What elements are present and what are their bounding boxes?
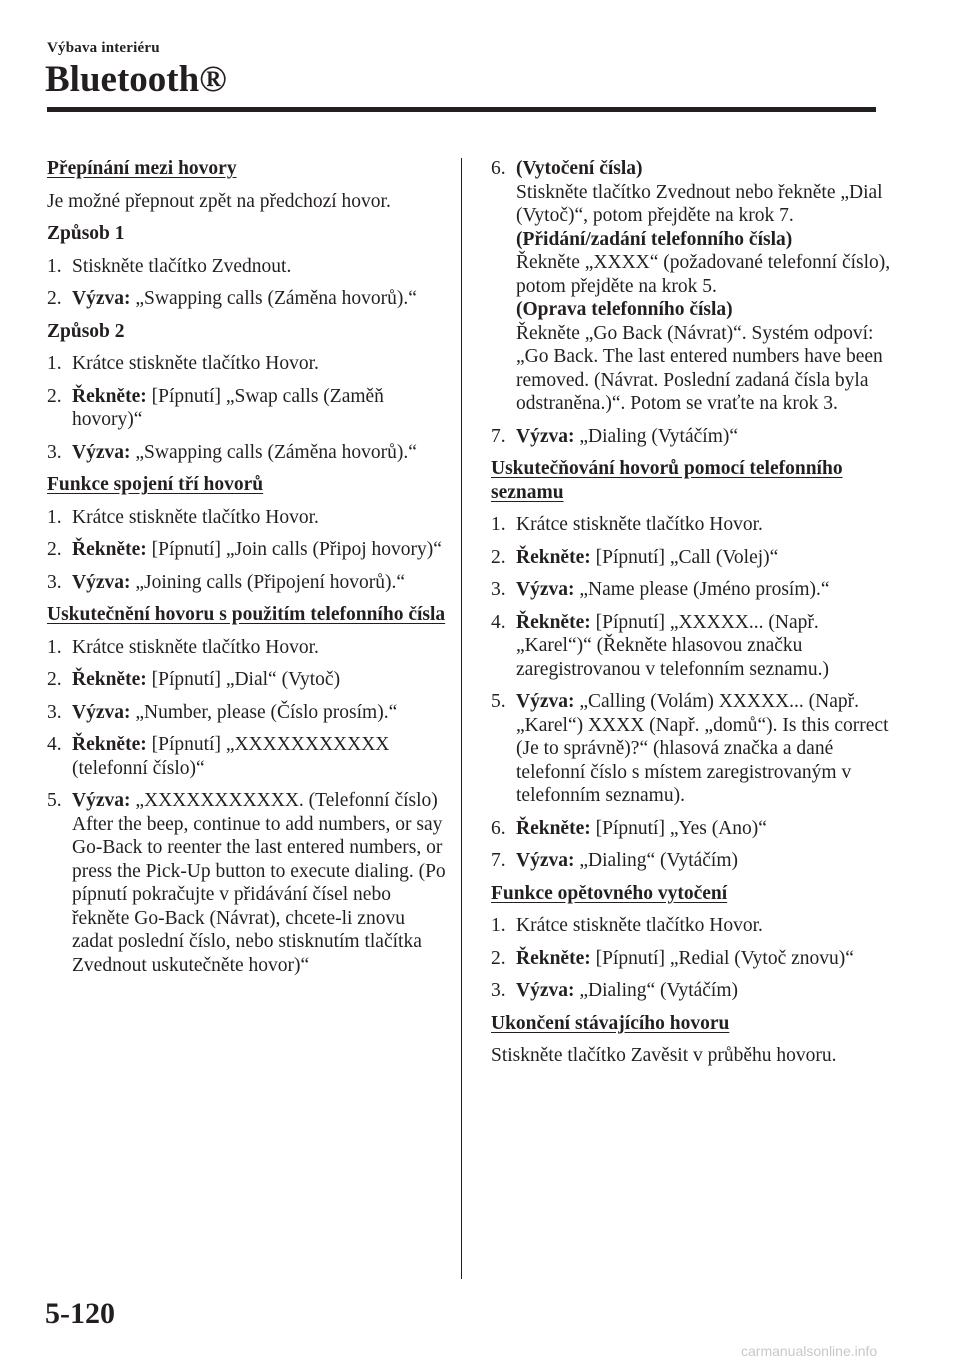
step-keyword: Výzva: bbox=[516, 691, 575, 712]
step-text bbox=[516, 578, 891, 602]
step-text bbox=[72, 385, 447, 432]
step bbox=[47, 506, 447, 530]
section-heading-phonebook: Uskutečňování hovorů pomocí telefonního seznamu bbox=[491, 458, 843, 503]
sub-heading: (Přidání/zadání telefonního čísla) bbox=[516, 228, 793, 250]
header-section-label: Výbava interiéru bbox=[47, 40, 160, 56]
step bbox=[47, 571, 447, 595]
step-text bbox=[72, 733, 447, 780]
step-keyword: Řekněte: bbox=[72, 734, 147, 755]
step-text bbox=[516, 157, 891, 416]
step-number: 2. bbox=[491, 947, 506, 969]
sub-text: Stiskněte tlačítko Zvednout nebo řekněte „Dial (Vytoč)“, potom přejděte na krok 7. bbox=[516, 181, 883, 226]
step bbox=[491, 611, 891, 682]
step-number: 2. bbox=[47, 669, 62, 690]
step-content: „Calling (Volám) XXXXX... (Např. „Karel“) XXXX (Např. „domů“). Is this correct (Je to správně)?“ (hlasová značka a dané telefonní číslo s místem zaregistrovaným v telefonním seznamu). bbox=[516, 691, 889, 806]
page-title: Bluetooth® bbox=[45, 59, 227, 100]
step-number: 3. bbox=[47, 571, 62, 593]
section-heading-dial-number: Uskutečnění hovoru s použitím telefonního čísla bbox=[47, 604, 446, 625]
step bbox=[491, 157, 891, 416]
section-heading-redial: Funkce opětovného vytočení bbox=[491, 882, 728, 904]
step-content: [Pípnutí] „Swap calls (Zaměň hovory)“ bbox=[72, 385, 384, 430]
step-text: Stiskněte tlačítko Zvednout. bbox=[72, 255, 292, 277]
step-keyword: Výzva: bbox=[72, 790, 131, 811]
step-content: [Pípnutí] „Call (Volej)“ bbox=[590, 546, 779, 568]
step-content: „Swapping calls (Záměna hovorů).“ bbox=[130, 288, 417, 309]
section-heading-switching: Přepínání mezi hovory bbox=[47, 158, 237, 179]
step bbox=[491, 425, 891, 449]
step bbox=[491, 914, 891, 938]
step-text bbox=[516, 979, 891, 1003]
step-text bbox=[516, 425, 891, 449]
step-text bbox=[72, 668, 447, 692]
step-content: [Pípnutí] „Yes (Ano)“ bbox=[590, 817, 767, 839]
step bbox=[491, 817, 891, 841]
step bbox=[47, 636, 447, 660]
step-text: Krátce stiskněte tlačítko Hovor. bbox=[72, 353, 319, 374]
step-content: „Number, please (Číslo prosím).“ bbox=[130, 701, 398, 723]
method-label: Způsob 2 bbox=[47, 320, 125, 342]
sub-heading: (Vytočení čísla) bbox=[516, 158, 643, 179]
step bbox=[47, 287, 447, 311]
step bbox=[47, 538, 447, 562]
step-content: [Pípnutí] „Join calls (Připoj hovory)“ bbox=[146, 539, 442, 560]
step-number: 7. bbox=[491, 850, 506, 871]
step-text bbox=[516, 817, 891, 841]
step-number: 1. bbox=[47, 636, 62, 658]
step-number: 6. bbox=[491, 817, 506, 839]
step-keyword: Řekněte: bbox=[72, 385, 147, 407]
step bbox=[47, 255, 447, 279]
step-content: [Pípnutí] „XXXXX... (Např. „Karel“)“ (Řekněte hlasovou značku zaregistrovanou v telefonním seznamu.) bbox=[516, 611, 829, 680]
step-keyword: Výzva: bbox=[516, 579, 575, 600]
step-content: [Pípnutí] „XXXXXXXXXXX (telefonní číslo)“ bbox=[72, 734, 390, 779]
step bbox=[47, 441, 447, 465]
paragraph: Stiskněte tlačítko Zavěsit v průběhu hovoru. bbox=[491, 1045, 837, 1066]
right-column bbox=[491, 157, 891, 1077]
step-content: „Joining calls (Připojení hovorů).“ bbox=[130, 571, 406, 593]
step-number: 3. bbox=[491, 980, 506, 1001]
step-text bbox=[72, 538, 447, 562]
step bbox=[47, 789, 447, 977]
sub-text: Řekněte „XXXX“ (požadované telefonní číslo), potom přejděte na krok 5. bbox=[516, 252, 891, 297]
step-text: Krátce stiskněte tlačítko Hovor. bbox=[72, 506, 319, 528]
section-heading-three-way: Funkce spojení tří hovorů bbox=[47, 474, 264, 495]
step-keyword: Řekněte: bbox=[516, 546, 591, 568]
step-text: Krátce stiskněte tlačítko Hovor. bbox=[516, 514, 763, 535]
sub-text: Řekněte „Go Back (Návrat)“. Systém odpoví: „Go Back. The last entered numbers have been removed. (Návrat. Poslední zadaná čísla byla odstraněna.)“. Potom se vraťte na krok 3. bbox=[516, 322, 883, 414]
step bbox=[47, 385, 447, 432]
section-heading-end-call: Ukončení stávajícího hovoru bbox=[491, 1012, 730, 1034]
step bbox=[491, 690, 891, 808]
step-number: 1. bbox=[47, 255, 62, 277]
step-content: „Dialing“ (Vytáčím) bbox=[574, 980, 739, 1001]
step bbox=[491, 849, 891, 873]
step-number: 2. bbox=[47, 385, 62, 407]
step-text bbox=[516, 611, 891, 682]
step-number: 1. bbox=[47, 506, 62, 528]
step-text bbox=[72, 441, 447, 465]
page-number: 5-120 bbox=[45, 1297, 115, 1330]
step-number: 3. bbox=[47, 441, 62, 463]
step-keyword: Výzva: bbox=[516, 980, 575, 1001]
step-keyword: Výzva: bbox=[72, 571, 131, 593]
step-keyword: Řekněte: bbox=[516, 947, 591, 969]
step-content: „Name please (Jméno prosím).“ bbox=[574, 579, 830, 600]
sub-heading: (Oprava telefonního čísla) bbox=[516, 299, 733, 320]
step-keyword: Výzva: bbox=[72, 701, 131, 723]
step-content: „Dialing“ (Vytáčím) bbox=[574, 850, 739, 871]
step-number: 2. bbox=[47, 288, 62, 309]
step-text bbox=[516, 690, 891, 808]
step-number: 2. bbox=[47, 539, 62, 560]
step bbox=[47, 352, 447, 376]
step-number: 7. bbox=[491, 425, 506, 447]
step-text bbox=[516, 849, 891, 873]
method-label: Způsob 1 bbox=[47, 223, 125, 244]
step-keyword: Řekněte: bbox=[72, 539, 147, 560]
step bbox=[47, 733, 447, 780]
step-keyword: Výzva: bbox=[72, 288, 131, 309]
step-keyword: Výzva: bbox=[516, 850, 575, 871]
step bbox=[491, 979, 891, 1003]
step-text bbox=[516, 947, 891, 971]
step bbox=[491, 546, 891, 570]
watermark: carmanualsonline.info bbox=[741, 1343, 878, 1359]
step-number: 5. bbox=[47, 790, 62, 811]
left-column bbox=[47, 157, 447, 986]
step-content: [Pípnutí] „Dial“ (Vytoč) bbox=[146, 669, 341, 690]
header-rule bbox=[47, 107, 876, 112]
step-text: Krátce stiskněte tlačítko Hovor. bbox=[72, 636, 319, 658]
step-number: 1. bbox=[47, 353, 62, 374]
step-number: 1. bbox=[491, 514, 506, 535]
step-keyword: Řekněte: bbox=[516, 817, 591, 839]
step-text bbox=[72, 701, 447, 725]
step-content: „XXXXXXXXXXX. (Telefonní číslo) After the beep, continue to add numbers, or say Go-Back to reenter the last entered numbers, or press the Pick-Up button to execute dialing. (Po pípnutí pokračujte v přidávání čísel nebo řekněte Go-Back (Návrat), chcete-li znovu zadat poslední číslo, nebo stisknutím tlačítka Zvednout uskutečněte hovor)“ bbox=[72, 790, 446, 976]
step-text bbox=[72, 789, 447, 977]
step bbox=[491, 578, 891, 602]
column-divider bbox=[461, 158, 462, 1279]
step-keyword: Řekněte: bbox=[72, 669, 147, 690]
step-content: „Swapping calls (Záměna hovorů).“ bbox=[130, 441, 417, 463]
step-number: 2. bbox=[491, 546, 506, 568]
step-keyword: Výzva: bbox=[516, 425, 575, 447]
step-number: 1. bbox=[491, 915, 506, 936]
step-number: 4. bbox=[47, 734, 62, 755]
step-content: [Pípnutí] „Redial (Vytoč znovu)“ bbox=[590, 947, 854, 969]
step bbox=[491, 513, 891, 537]
step bbox=[491, 947, 891, 971]
step bbox=[47, 701, 447, 725]
paragraph: Je možné přepnout zpět na předchozí hovor. bbox=[47, 190, 391, 212]
step-number: 3. bbox=[47, 701, 62, 723]
step-number: 4. bbox=[491, 611, 506, 633]
step-text bbox=[72, 571, 447, 595]
step-number: 5. bbox=[491, 691, 506, 712]
step-text bbox=[516, 546, 891, 570]
step-content: „Dialing (Vytáčím)“ bbox=[574, 425, 739, 447]
step-keyword: Výzva: bbox=[72, 441, 131, 463]
step bbox=[47, 668, 447, 692]
step-text bbox=[72, 287, 447, 311]
step-number: 3. bbox=[491, 579, 506, 600]
step-keyword: Řekněte: bbox=[516, 611, 591, 633]
step-text: Krátce stiskněte tlačítko Hovor. bbox=[516, 915, 763, 936]
step-number: 6. bbox=[491, 158, 506, 179]
